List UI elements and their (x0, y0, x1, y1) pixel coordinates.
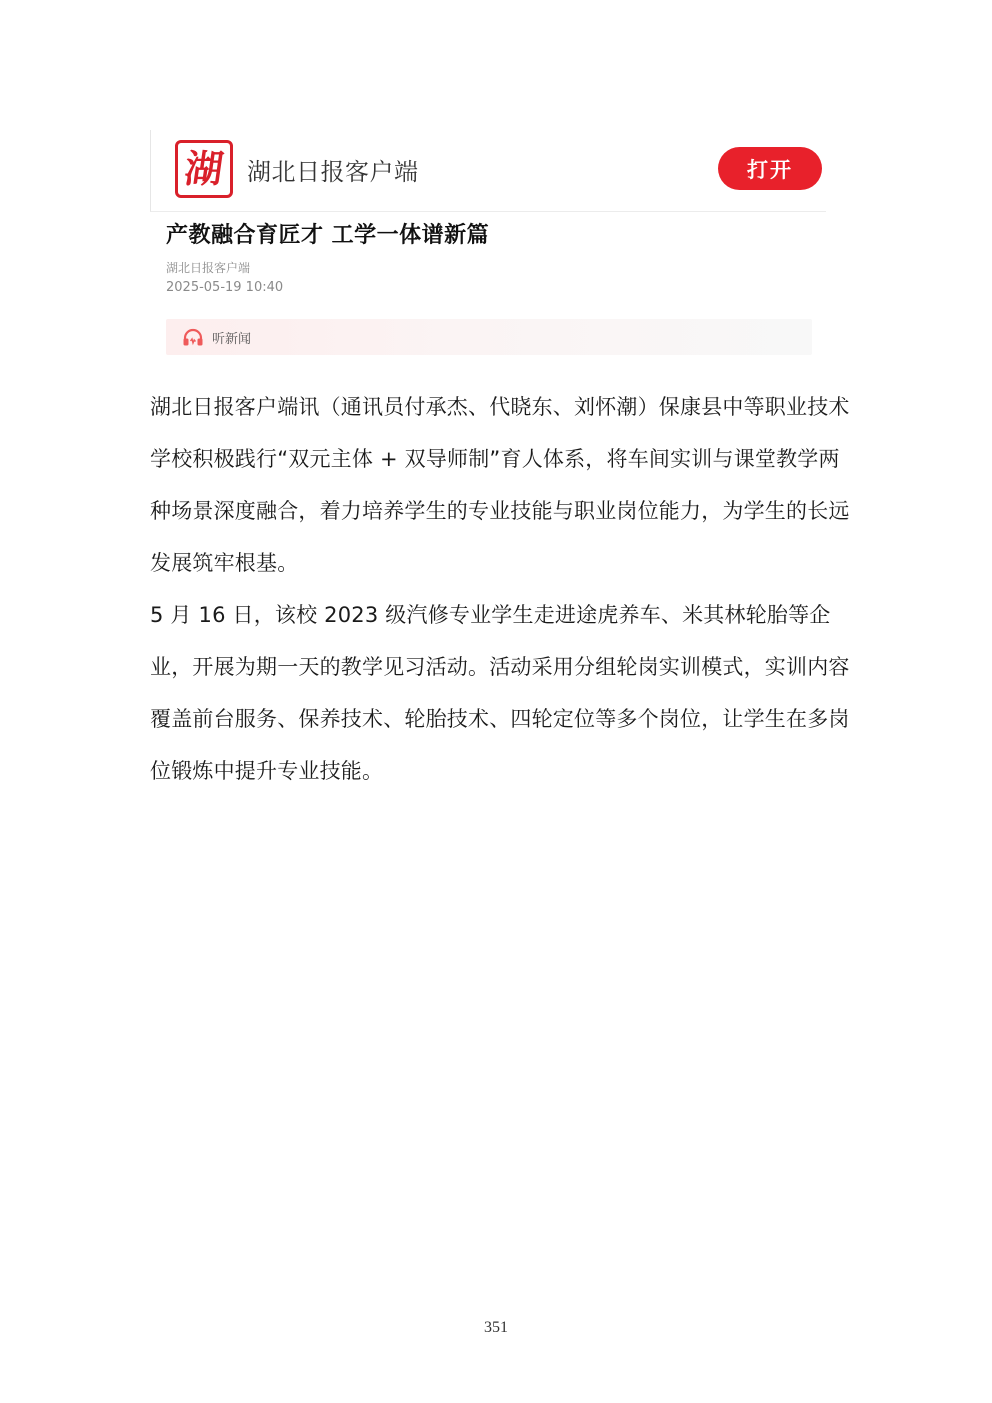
headphone-icon (182, 328, 204, 346)
page-number: 351 (484, 1319, 508, 1336)
listen-news-button[interactable] (166, 319, 812, 355)
article-title: 产教融合育匠才 工学一体谱新篇 (166, 223, 490, 248)
article-source: 湖北日报客户端 (166, 261, 251, 275)
article-datetime: 2025-05-19 10:40 (166, 280, 284, 295)
app-download-banner (150, 130, 826, 212)
app-name: 湖北日报客户端 (247, 158, 419, 186)
article-paragraph: 湖北日报客户端讯（通讯员付承杰、代晓东、刘怀潮）保康县中等职业技术学校积极践行“双元主体 + 双导师制”育人体系，将车间实训与课堂教学两种场景深度融合，着力培养学生的专业技能与职业岗位能力，为学生的长远发展筑牢根基。 (150, 395, 850, 575)
logo-char: 湖 (181, 146, 227, 191)
listen-news-label: 听新闻 (212, 331, 252, 347)
open-app-button[interactable]: 打开 (718, 147, 822, 190)
app-logo (175, 140, 233, 198)
article-body (150, 381, 850, 797)
article-paragraph: 5 月 16 日，该校 2023 级汽修专业学生走进途虎养车、米其林轮胎等企业，开展为期一天的教学见习活动。活动采用分组轮岗实训模式，实训内容覆盖前台服务、保养技术、轮胎技术、四轮定位等多个岗位，让学生在多岗位锻炼中提升专业技能。 (150, 603, 850, 783)
